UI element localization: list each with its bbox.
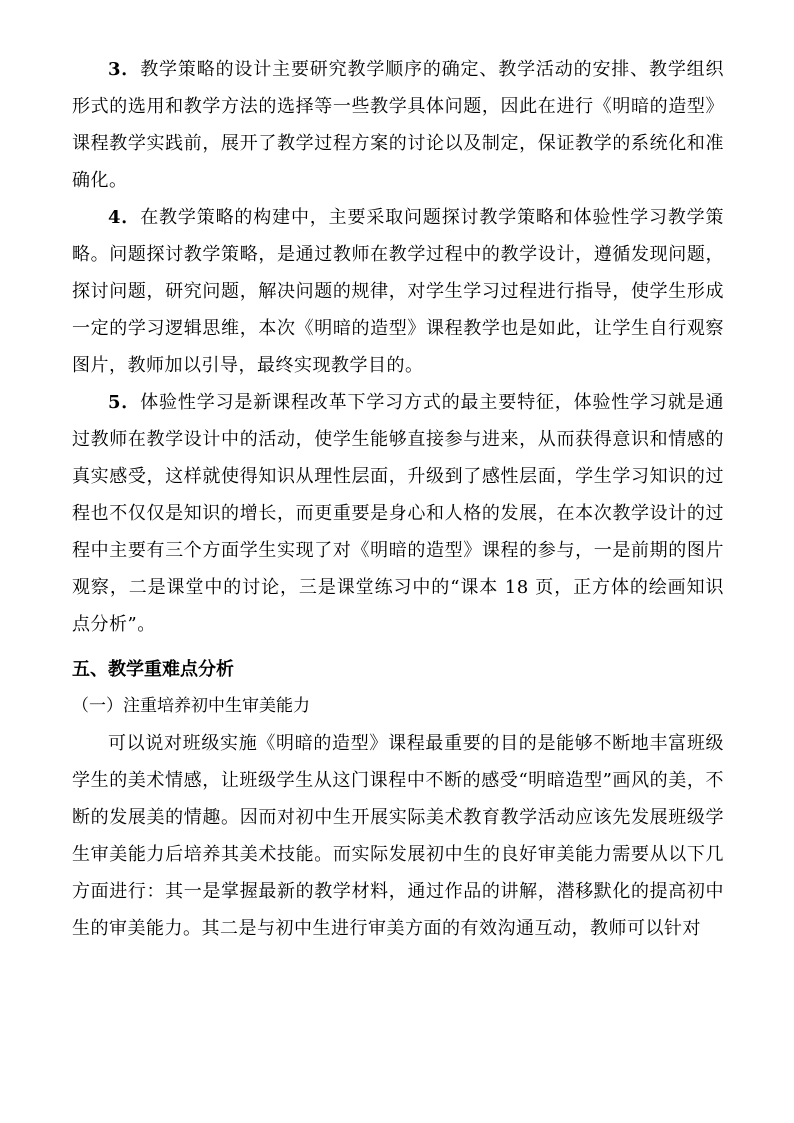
paragraph-text: 在教学策略的构建中，主要采取问题探讨教学策略和体验性学习教学策略。问题探讨教学策略，是通过教师在教学过程中的教学设计，遵循发现问题，探讨问题，研究问题，解决问题的规律，对学生学习过程进行指导，使学生形成一定的学习逻辑思维，本次《明暗的造型》课程教学也是如此，让学生自行观察图片，教师加以引导，最终实现教学目的。 <box>72 207 724 376</box>
list-paragraph-4 <box>72 199 724 384</box>
paragraph-text: 体验性学习是新课程改革下学习方式的最主要特征，体验性学习就是通过教师在教学设计中的活动，使学生能够直接参与进来，从而获得意识和情感的真实感受，这样就使得知识从理性层面，升级到了感性层面，学生学习知识的过程也不仅仅是知识的增长，而更重要是身心和人格的发展，在本次教学设计的过程中主要有三个方面学生实现了对《明暗的造型》课程的参与，一是前期的图片观察，二是课堂中的讨论，三是课堂练习中的“课本 18 页，正方体的绘画知识点分析”。 <box>72 392 724 635</box>
list-paragraph-5 <box>72 384 724 643</box>
sub-heading: （一）注重培养初中生审美能力 <box>72 696 310 716</box>
page-content <box>72 51 724 947</box>
paragraph-text: 教学策略的设计主要研究教学顺序的确定、教学活动的安排、教学组织形式的选用和教学方法的选择等一些教学具体问题，因此在进行《明暗的造型》课程教学实践前，展开了教学过程方案的讨论以及制定，保证教学的系统化和准确化。 <box>72 59 724 191</box>
paragraph-number: 3． <box>108 59 141 80</box>
section-heading: 五、教学重难点分析 <box>72 659 234 680</box>
list-paragraph-3 <box>72 51 724 199</box>
paragraph-number: 5． <box>108 392 141 413</box>
body-paragraph: 可以说对班级实施《明暗的造型》课程最重要的目的是能够不断地丰富班级学生的美术情感，让班级学生从这门课程中不断的感受“明暗造型”画风的美，不断的发展美的情趣。因而对初中生开展实际美术教育教学活动应该先发展班级学生审美能力后培养其美术技能。而实际发展初中生的良好审美能力需要从以下几方面进行：其一是掌握最新的教学材料，通过作品的讲解，潜移默化的提高初中生的审美能力。其二是与初中生进行审美方面的有效沟通互动，教师可以针对 <box>72 733 724 939</box>
paragraph-number: 4． <box>108 207 141 228</box>
